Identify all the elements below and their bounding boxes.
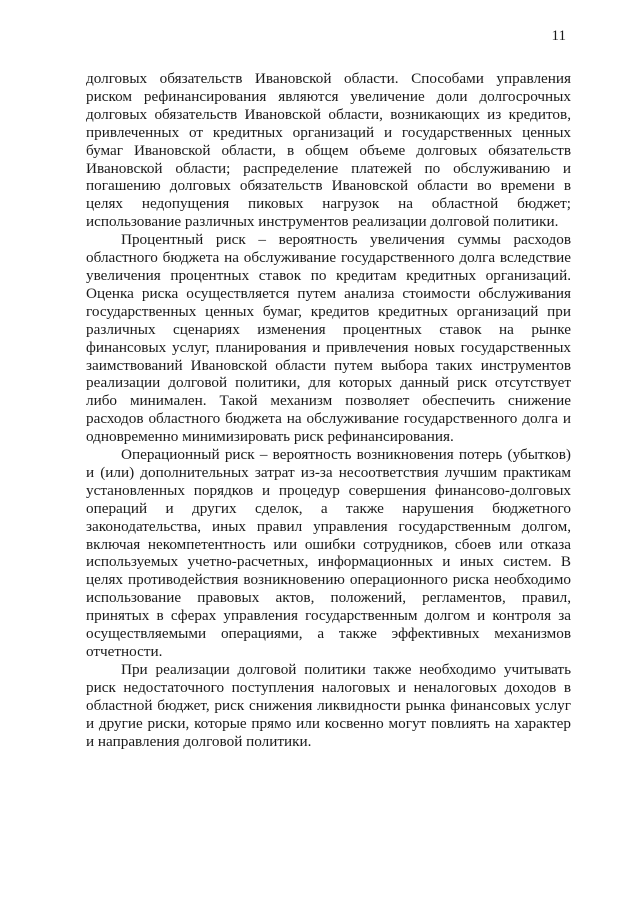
paragraph-interest-rate-risk: Процентный риск – вероятность увеличения суммы расходов областного бюджета на обслуживание государственного долга вследствие увеличения процентных ставок по кредитам кредитных организаций. Оценка риска осуществляется путем анализа стоимости обслуживания государственных ценных бумаг, кредитов кредитных организаций при различных сценариях изменения процентных ставок на рынке финансовых услуг, планирования и привлечения новых государственных заимствований Ивановской области путем выбора таких инструментов реализации долговой политики, для которых данный риск отсутствует либо минимален. Такой механизм позволяет обеспечить снижение расходов областного бюджета на обслуживание государственного долга и одновременно минимизировать риск рефинансирования. — [86, 231, 571, 446]
paragraph-other-risks: При реализации долговой политики также необходимо учитывать риск недостаточного поступления налоговых и неналоговых доходов в областной бюджет, риск снижения ликвидности рынка финансовых услуг и другие риски, которые прямо или косвенно могут повлиять на характер и направления долговой политики. — [86, 660, 571, 750]
paragraph-refinancing-risk-continued: долговых обязательств Ивановской области. Способами управления риском рефинансирования являются увеличение доли долгосрочных долговых обязательств Ивановской области, возникающих из кредитов, привлеченных от кредитных организаций и государственных ценных бумаг Ивановской области, в общем объеме долговых обязательств Ивановской области; распределение платежей по обслуживанию и погашению долговых обязательств Ивановской области во времени в целях недопущения пиковых нагрузок на областной бюджет; использование различных инструментов реализации долговой политики. — [86, 70, 571, 231]
page-number: 11 — [551, 28, 566, 44]
paragraph-operational-risk: Операционный риск – вероятность возникновения потерь (убытков) и (или) дополнительных затрат из-за несоответствия лучшим практикам установленных порядков и процедур совершения финансово-долговых операций и других сделок, а также нарушения бюджетного законодательства, иных правил управления государственным долгом, включая некомпетентность или ошибки сотрудников, сбоев или отказа используемых учетно-расчетных, информационных и иных систем. В целях противодействия возникновению операционного риска необходимо использование правовых актов, положений, регламентов, правил, принятых в сферах управления государственным долгом и контроля за осуществляемыми операциями, а также эффективных механизмов отчетности. — [86, 446, 571, 660]
document-body — [86, 70, 571, 750]
